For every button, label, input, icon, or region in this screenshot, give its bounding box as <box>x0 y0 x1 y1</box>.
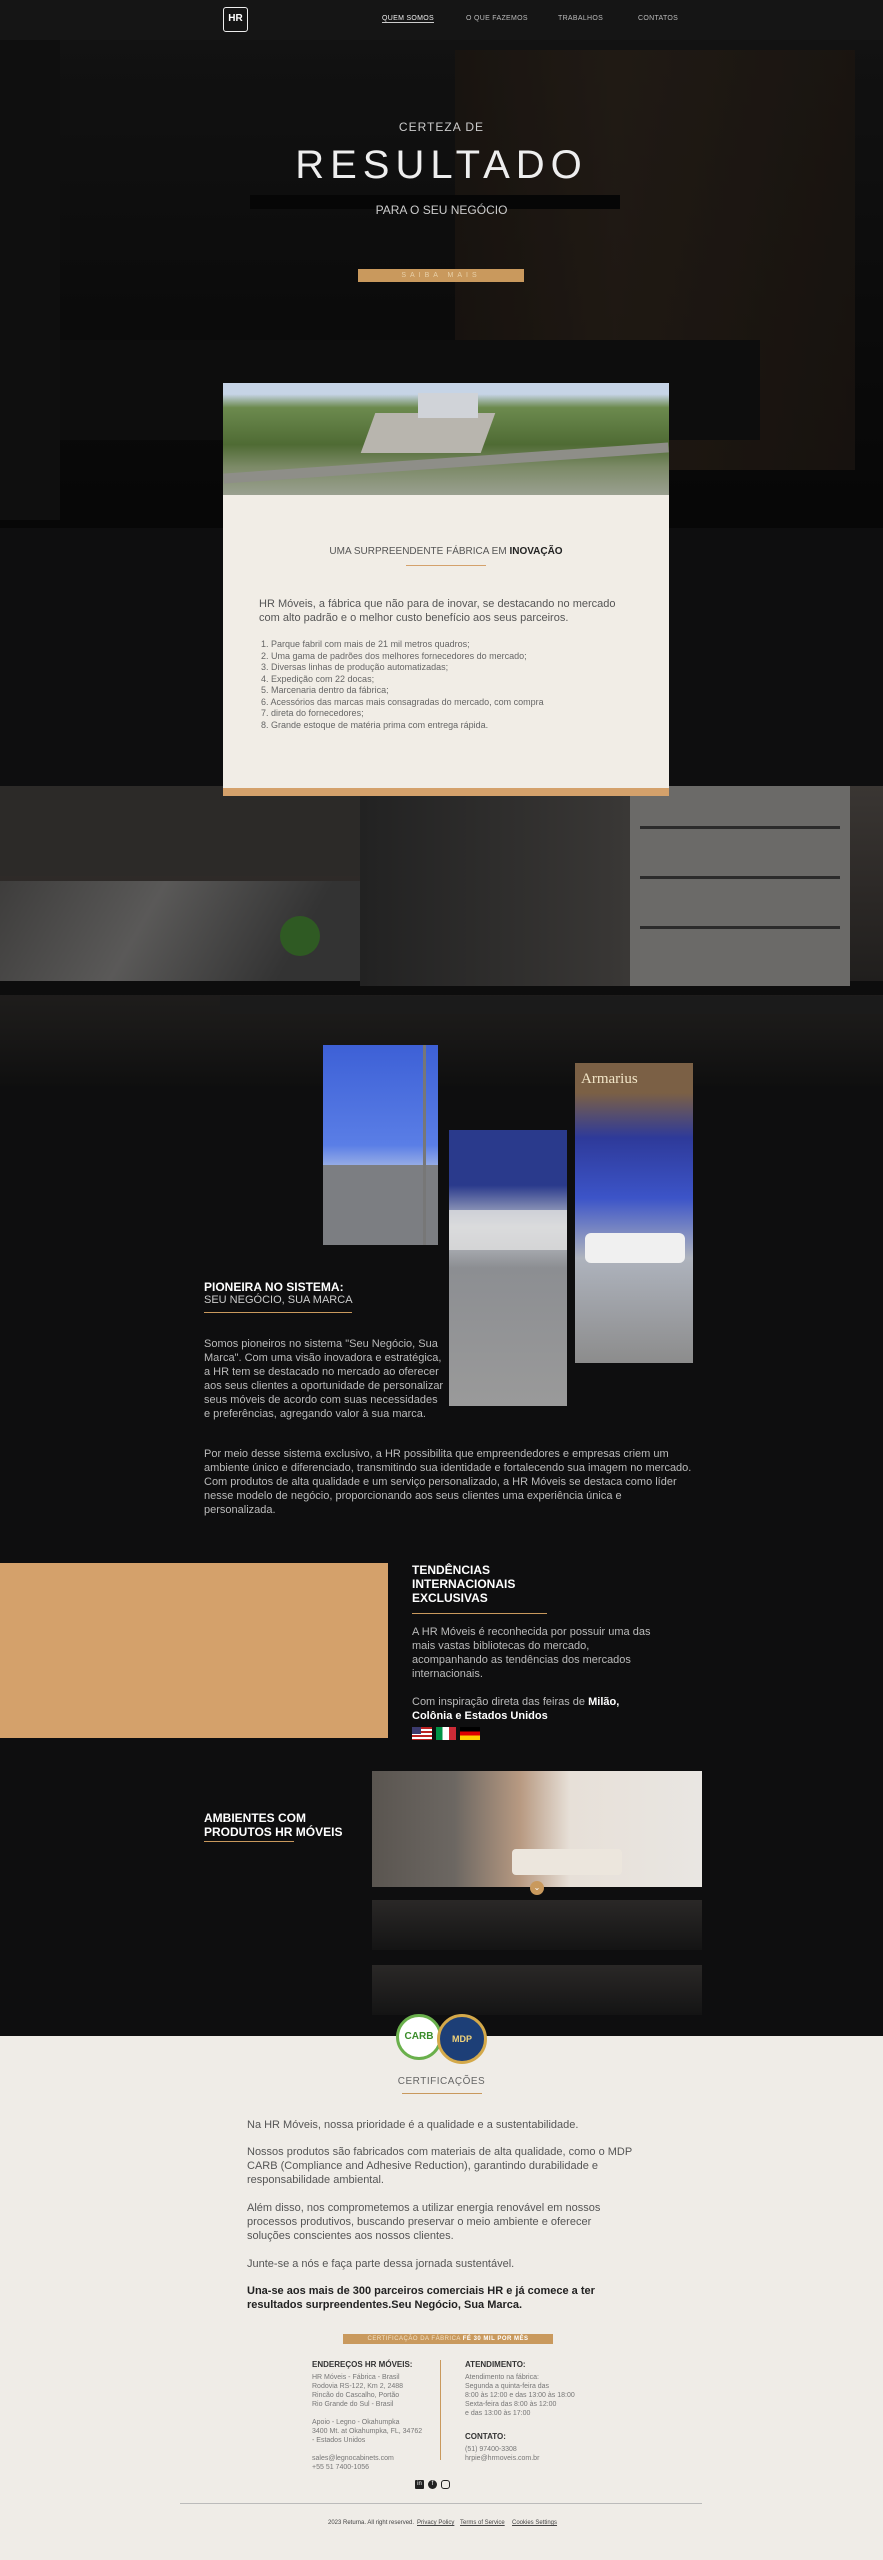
footer-rule <box>180 2503 702 2504</box>
kitchen-plant <box>280 916 320 956</box>
pioneer-rule <box>204 1312 352 1313</box>
footer-phone[interactable]: +55 51 7400-1056 <box>312 2464 370 2471</box>
factory-aerial-photo <box>223 383 669 495</box>
facebook-icon[interactable]: f <box>428 2480 437 2489</box>
hero-subtitle: PARA O SEU NEGÓCIO <box>375 203 508 217</box>
cert-paragraph-5: Una-se aos mais de 300 parceiros comerciais HR e já comece a ter resultados surpreendentes.Seu Negócio, Sua Marca. <box>247 2285 595 2311</box>
factory-list <box>261 639 631 731</box>
cert-rule <box>402 2093 482 2094</box>
footer-contact-title: CONTATO: <box>465 2432 506 2441</box>
ambiente-photo-3[interactable] <box>372 1965 702 2015</box>
ambiente-photo-1[interactable] <box>372 1771 702 1892</box>
trends-rule <box>412 1613 547 1614</box>
footer-addresses <box>312 2360 442 2472</box>
armarius-sign: Armarius <box>581 1071 638 1087</box>
nav-trabalhos[interactable]: TRABALHOS <box>558 15 604 22</box>
linkedin-icon[interactable]: in <box>415 2480 424 2489</box>
footer-addr-line: Rincão do Cascalho, Portão <box>312 2392 400 2399</box>
ambientes-rule <box>204 1841 294 1842</box>
store-photo-2 <box>449 1130 567 1406</box>
footer-att-line: Sexta-feira das 8:00 às 12:00 <box>465 2401 557 2408</box>
factory-building-2 <box>418 393 478 418</box>
cert-paragraph-2: Nossos produtos são fabricados com materiais de alta qualidade, como o MDP CARB (Compliance and Adhesive Reduction), garantindo durabilidade e responsabilidade ambiental. <box>247 2146 632 2186</box>
footer-att-title: ATENDIMENTO: <box>465 2360 526 2369</box>
footer-att-line: Segunda a quinta-feira das <box>465 2383 550 2390</box>
factory-heading: UMA SURPREENDENTE FÁBRICA EM INOVAÇÃO <box>329 546 563 557</box>
footer-divider <box>440 2360 441 2460</box>
footer-addr-line: Rodovia RS-122, Km 2, 2488 <box>312 2383 404 2390</box>
list-item: 1. Parque fabril com mais de 21 mil metros quadros; <box>261 639 470 649</box>
kitchen-wall-panel <box>360 786 630 986</box>
nav-quem-somos[interactable]: QUEM SOMOS <box>382 15 435 22</box>
chevron-down-icon[interactable]: ⌄ <box>530 1881 544 1895</box>
pioneer-paragraph-2: Por meio desse sistema exclusivo, a HR possibilita que empreendedores e empresas criem um ambiente único e diferenciado, transmitindo sua identidade e fortalecendo sua imagem no mercado. Com produtos de alta qualidade e um serviço personalizado, a HR Móveis se destaca como líder nesse modelo de negócio, proporcionando aos seus clientes uma experiência única e personalizada. <box>204 1448 692 1516</box>
factory-card <box>223 383 669 796</box>
nav-contatos[interactable]: CONTATOS <box>638 15 679 22</box>
footer-addr-title: ENDEREÇOS HR MÓVEIS: <box>312 2360 413 2369</box>
kitchen-table <box>220 996 883 1014</box>
cert-paragraph-1: Na HR Móveis, nossa prioridade é a qualidade e a sustentabilidade. <box>247 2119 579 2131</box>
usa-flag-icon <box>412 1727 432 1740</box>
footer-email[interactable]: sales@legnocabinets.com <box>312 2455 394 2462</box>
store-photo-3 <box>575 1063 693 1363</box>
list-item: 7. direta do fornecedores; <box>261 708 364 718</box>
ambientes-title: AMBIENTES COM PRODUTOS HR MÓVEIS <box>204 1811 343 1839</box>
hero-pretitle: CERTEZA DE <box>398 120 485 134</box>
cert-paragraph-3: Além disso, nos comprometemos a utilizar energia renovável em nossos processos produtivos, buscando preservar o meio ambiente e oferecer soluções conscientes aos nossos clientes. <box>247 2202 601 2242</box>
hero-title: RESULTADO <box>295 143 588 187</box>
factory-heading-rule <box>406 565 486 566</box>
trends-title: TENDÊNCIAS INTERNACIONAIS EXCLUSIVAS <box>412 1563 516 1605</box>
list-item: 3. Diversas linhas de produção automatizadas; <box>261 662 449 672</box>
nav-o-que-fazemos[interactable]: O QUE FAZEMOS <box>466 15 528 22</box>
footer-addr-line: Apoio - Legno - Okahumpka <box>312 2419 400 2426</box>
footer-att-line: e das 13:00 às 17:00 <box>465 2410 531 2417</box>
cert-title: CERTIFICAÇÕES <box>397 2076 486 2087</box>
footer-contact-phone[interactable]: (51) 97400-3308 <box>465 2446 517 2453</box>
pioneer-paragraph-1: Somos pioneiros no sistema "Seu Negócio, Sua Marca". Com uma visão inovadora e estratégica, a HR tem se destacado no mercado ao oferecer aos seus clientes a oportunidade de personalizar seus móveis de acordo com suas necessidades e preferências, agregando valor à sua marca. <box>204 1338 444 1420</box>
trends-tan-block <box>0 1563 388 1738</box>
footer-contact-email[interactable]: hrpie@hrmoveis.com.br <box>465 2455 540 2462</box>
privacy-policy-link[interactable]: Privacy Policy <box>417 2520 455 2526</box>
terms-link[interactable]: Terms of Service <box>460 2520 505 2526</box>
cookies-link[interactable]: Cookies Settings <box>512 2520 558 2526</box>
mdp-badge: MDP <box>437 2014 487 2064</box>
kitchen-upper-cabinets <box>0 786 360 876</box>
top-nav <box>0 0 883 40</box>
trends-paragraph-2: Com inspiração direta das feiras de Milão, Colônia e Estados Unidos <box>412 1696 620 1722</box>
list-item: 2. Uma gama de padrões dos melhores fornecedores do mercado; <box>261 650 527 661</box>
footer-addr-line: - Estados Unidos <box>312 2437 366 2444</box>
factory-building <box>361 413 496 453</box>
footer-attendance <box>465 2360 595 2463</box>
footer-addr-line: Rio Grande do Sul - Brasil <box>312 2401 394 2408</box>
footer-addr-line: HR Móveis - Fábrica - Brasil <box>312 2374 400 2381</box>
list-item: 8. Grande estoque de matéria prima com entrega rápida. <box>261 719 489 730</box>
copyright: 2023 Returna. All right reserved. <box>328 2520 415 2526</box>
cert-paragraph-4: Junte-se a nós e faça parte dessa jornada sustentável. <box>247 2258 515 2270</box>
factory-card-bar <box>223 788 669 796</box>
pioneer-section <box>0 1086 883 2036</box>
factory-lead: HR Móveis, a fábrica que não para de inovar, se destacando no mercado com alto padrão e o melhor custo benefício aos seus parceiros. <box>259 598 616 624</box>
list-item: 4. Expedição com 22 docas; <box>261 673 375 684</box>
italy-flag-icon <box>436 1727 456 1740</box>
cert-cta-bar[interactable]: CERTIFICAÇÃO DA FÁBRICA FÉ 30 MIL POR MÊS <box>343 2334 553 2344</box>
list-item: 5. Marcenaria dentro da fábrica; <box>261 685 389 695</box>
carb-badge: CARB <box>396 2014 442 2060</box>
trends-paragraph-1: A HR Móveis é reconhecida por possuir uma das mais vastas bibliotecas do mercado, acompanhando as tendências dos mercados internacionais. <box>412 1626 651 1680</box>
instagram-icon[interactable] <box>441 2480 450 2489</box>
store-photo-1 <box>323 1045 438 1245</box>
footer-att-line: Atendimento na fábrica: <box>465 2374 539 2381</box>
footer-att-line: 8:00 às 12:00 e das 13:00 às 18:00 <box>465 2392 575 2399</box>
list-item: 6. Acessórios das marcas mais consagradas do mercado, com compra <box>261 696 544 707</box>
footer-addr-line: 3400 Mt. at Okahumpka, FL, 34762 <box>312 2428 423 2435</box>
ambiente-photo-2[interactable] <box>372 1900 702 1950</box>
pioneer-subtitle: SEU NEGÓCIO, SUA MARCA <box>204 1294 353 1306</box>
kitchen-interior-photo <box>0 786 883 1086</box>
hr-logo[interactable]: HR <box>223 7 248 32</box>
germany-flag-icon <box>460 1727 480 1740</box>
kitchen-shelving <box>630 786 850 986</box>
saiba-mais-button[interactable]: SAIBA MAIS <box>358 269 524 282</box>
pioneer-title: PIONEIRA NO SISTEMA: <box>204 1280 344 1294</box>
